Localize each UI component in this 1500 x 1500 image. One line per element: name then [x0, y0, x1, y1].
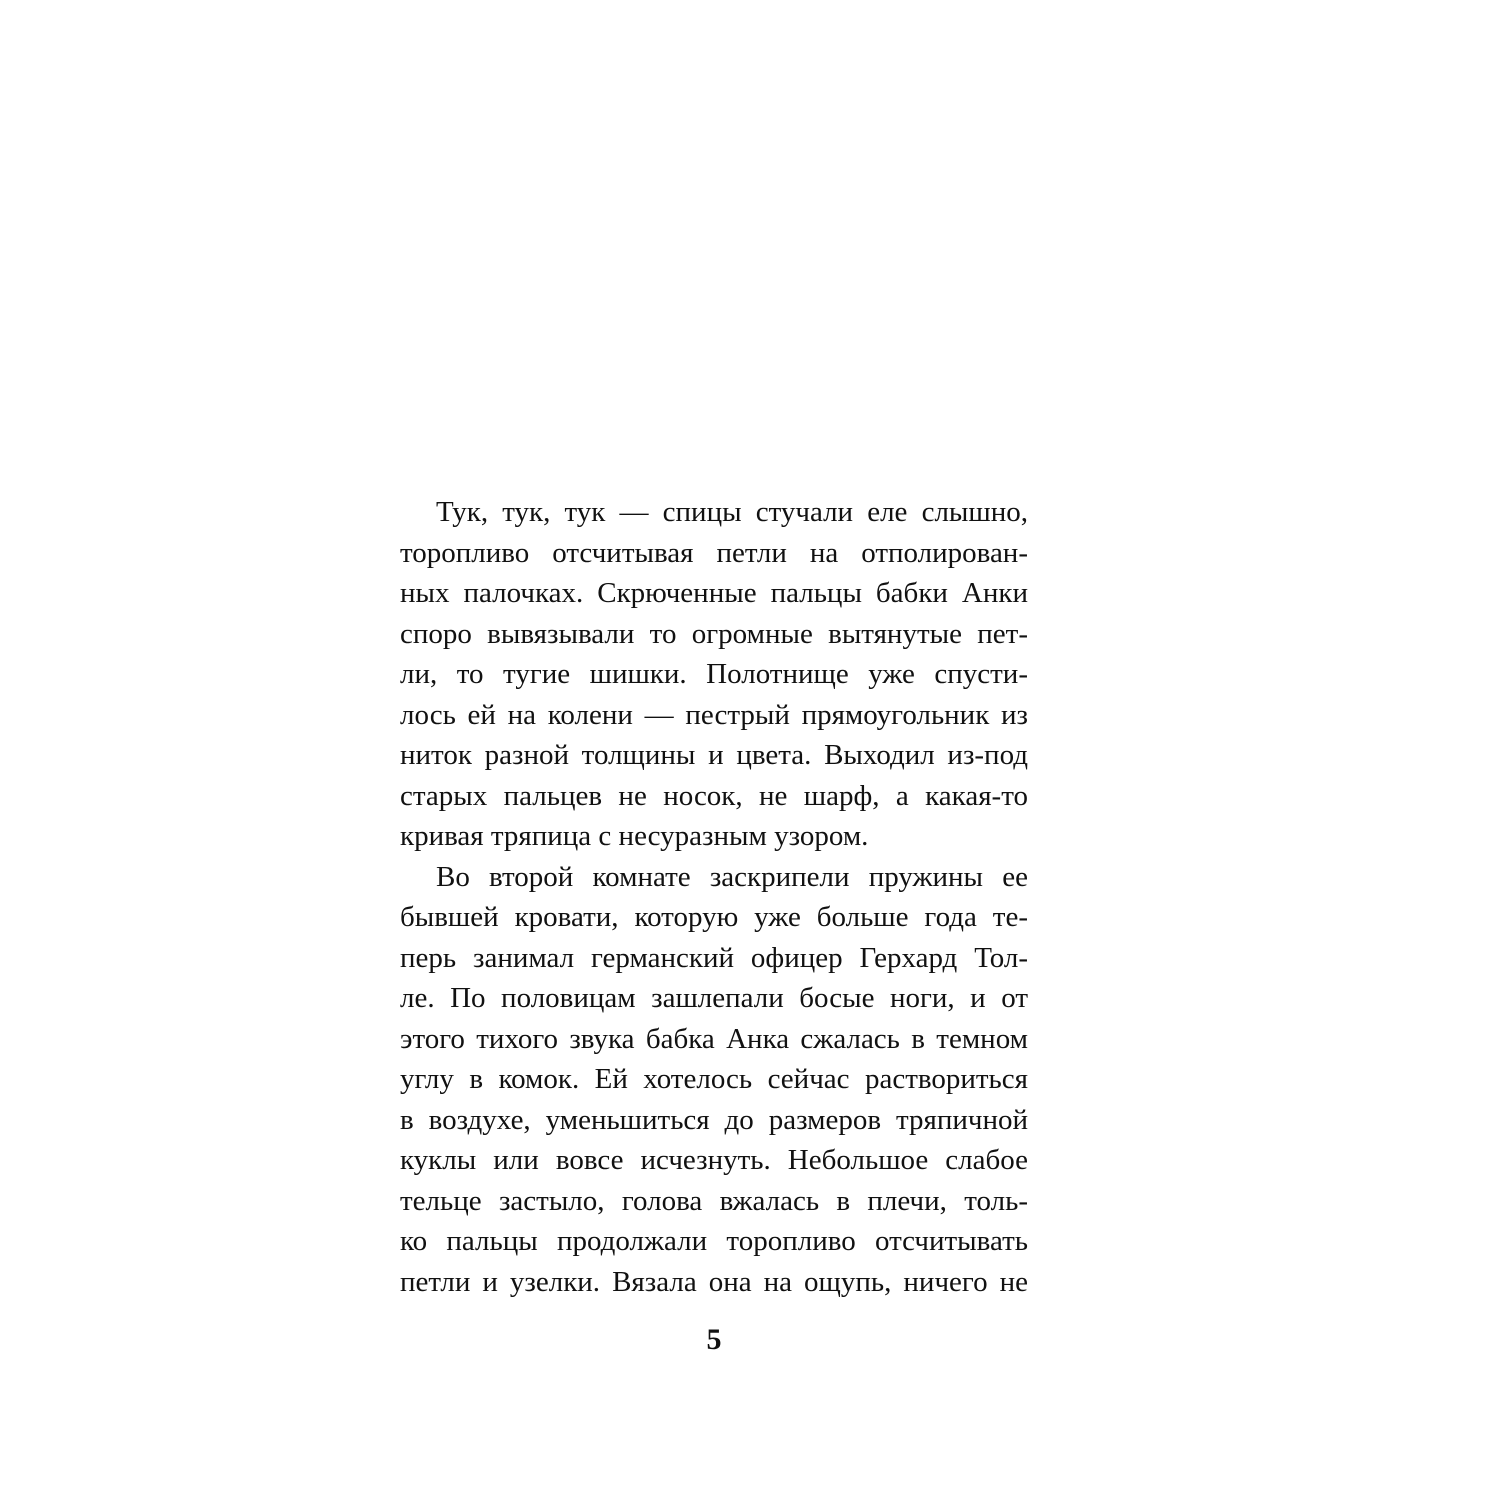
text-line: ных палочках. Скрюченные пальцы бабки Анки: [400, 577, 1028, 609]
text-line: ли, то тугие шишки. Полотнище уже спусти-: [400, 658, 1028, 690]
text-line: этого тихого звука бабка Анка сжалась в темном: [400, 1022, 1028, 1055]
text-line: Тук, тук, тук — спицы стучали еле слышно,: [436, 496, 1028, 528]
text-line: ле. По половицам зашлепали босые ноги, и от: [400, 982, 1028, 1014]
text-line: углу в комок. Ей хотелось сейчас раствориться: [400, 1063, 1028, 1095]
text-line: кривая тряпица с несуразным узором.: [400, 820, 869, 852]
text-line: ко пальцы продолжали торопливо отсчитывать: [400, 1225, 1028, 1257]
text-line: петли и узелки. Вязала она на ощупь, ничего не: [400, 1265, 1028, 1298]
text-line: куклы или вовсе исчезнуть. Небольшое слабое: [400, 1144, 1028, 1176]
text-line: старых пальцев не носок, не шарф, а какая-то: [400, 779, 1028, 812]
text-line: торопливо отсчитывая петли на отполирован-: [400, 536, 1028, 569]
text-line: споро вывязывали то огромные вытянутые пет-: [400, 617, 1028, 650]
text-line: перь занимал германский офицер Герхард Тол-: [400, 941, 1028, 974]
text-line: Во второй комнате заскрипели пружины ее: [436, 860, 1028, 893]
text-line: в воздухе, уменьшиться до размеров тряпичной: [400, 1103, 1028, 1136]
text-line: ниток разной толщины и цвета. Выходил из-под: [400, 739, 1028, 771]
page-number: 5: [706, 1323, 722, 1356]
text-line: лось ей на колени — пестрый прямоугольник из: [400, 698, 1028, 731]
body-text: [400, 492, 1028, 1302]
text-line: бывшей кровати, которую уже больше года те-: [400, 901, 1028, 933]
text-line: тельце застыло, голова вжалась в плечи, толь-: [400, 1184, 1028, 1217]
